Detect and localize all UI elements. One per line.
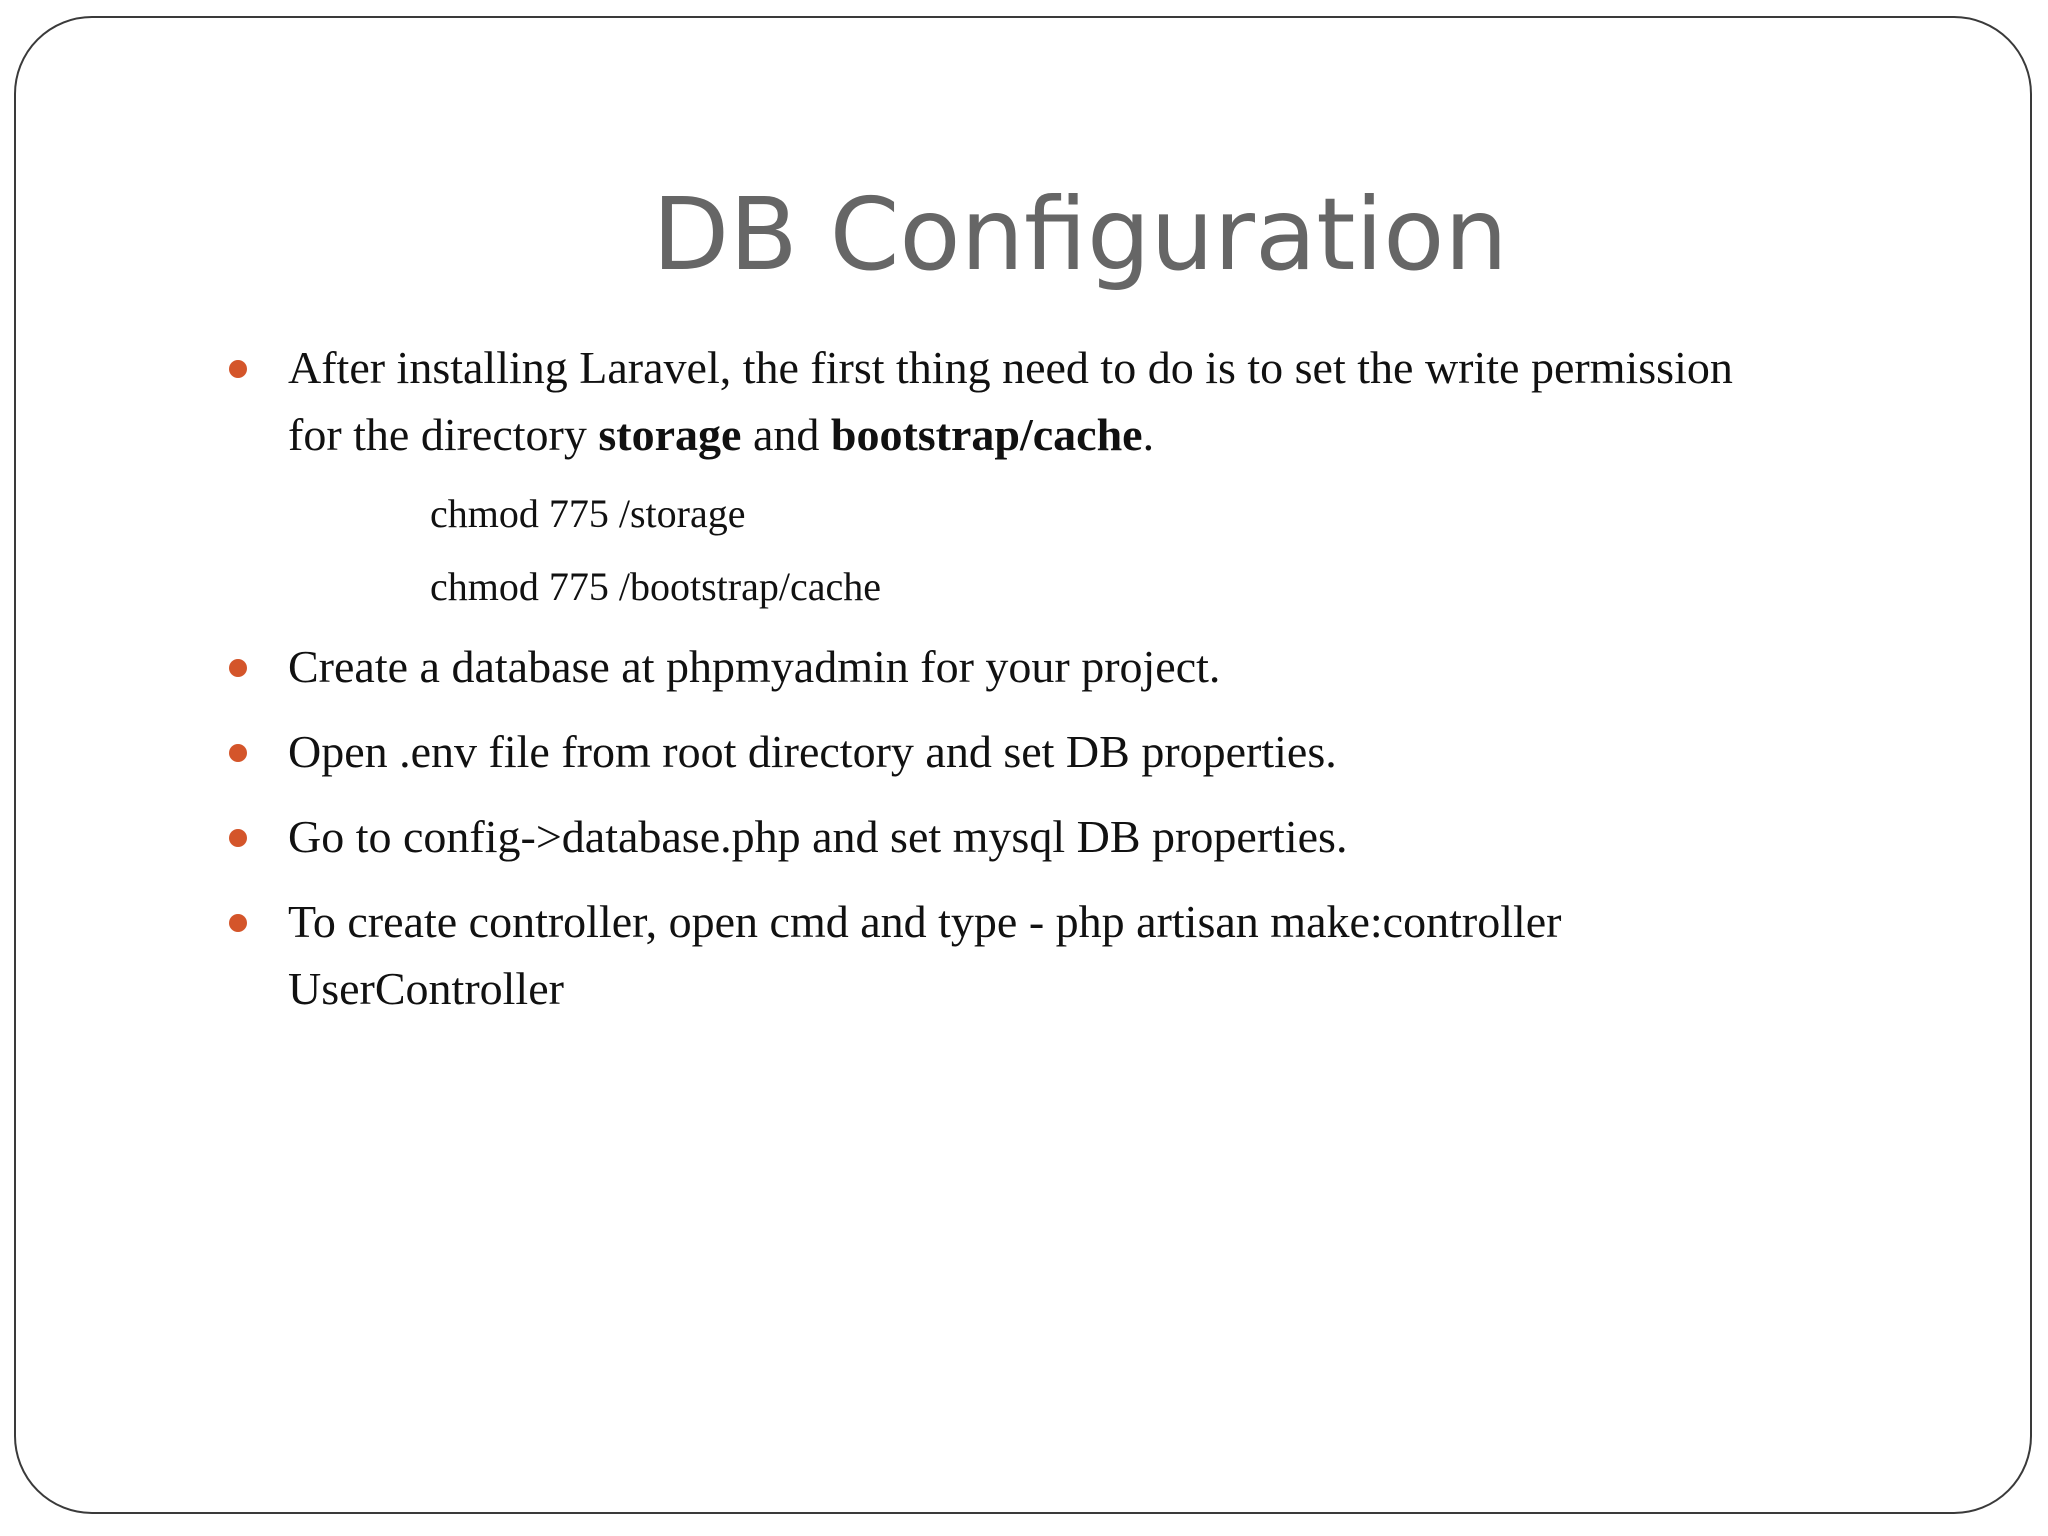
bullet-1-line-1: After installing Laravel, the first thing need to do is to set the write permission <box>288 342 1733 393</box>
bullet-2-text: Create a database at phpmyadmin for your project. <box>288 641 1221 692</box>
slide-title: DB Configuration <box>652 176 1508 293</box>
bullet-1-prefix: for the directory <box>288 409 599 460</box>
bullet-dot-icon <box>229 744 247 762</box>
bullet-1-line-2 <box>288 402 1154 468</box>
bullet-dot-icon <box>229 659 247 677</box>
command-chmod-storage: chmod 775 /storage <box>430 491 746 536</box>
bullet-1-middle: and <box>741 409 831 460</box>
bullet-dot-icon <box>229 360 247 378</box>
bold-storage: storage <box>598 409 742 460</box>
bullet-dot-icon <box>229 829 247 847</box>
bold-bootstrap-cache: bootstrap/cache <box>830 409 1143 460</box>
bullet-4-text: Go to config->database.php and set mysql DB properties. <box>288 811 1348 862</box>
bullet-5-line-2: UserController <box>288 963 564 1014</box>
bullet-1-suffix: . <box>1142 409 1155 460</box>
bullet-3-text: Open .env file from root directory and set DB properties. <box>288 726 1337 777</box>
bullet-5-line-1: To create controller, open cmd and type - php artisan make:controller <box>288 896 1562 947</box>
bullet-dot-icon <box>229 914 247 932</box>
command-chmod-bootstrap-cache: chmod 775 /bootstrap/cache <box>430 564 881 609</box>
